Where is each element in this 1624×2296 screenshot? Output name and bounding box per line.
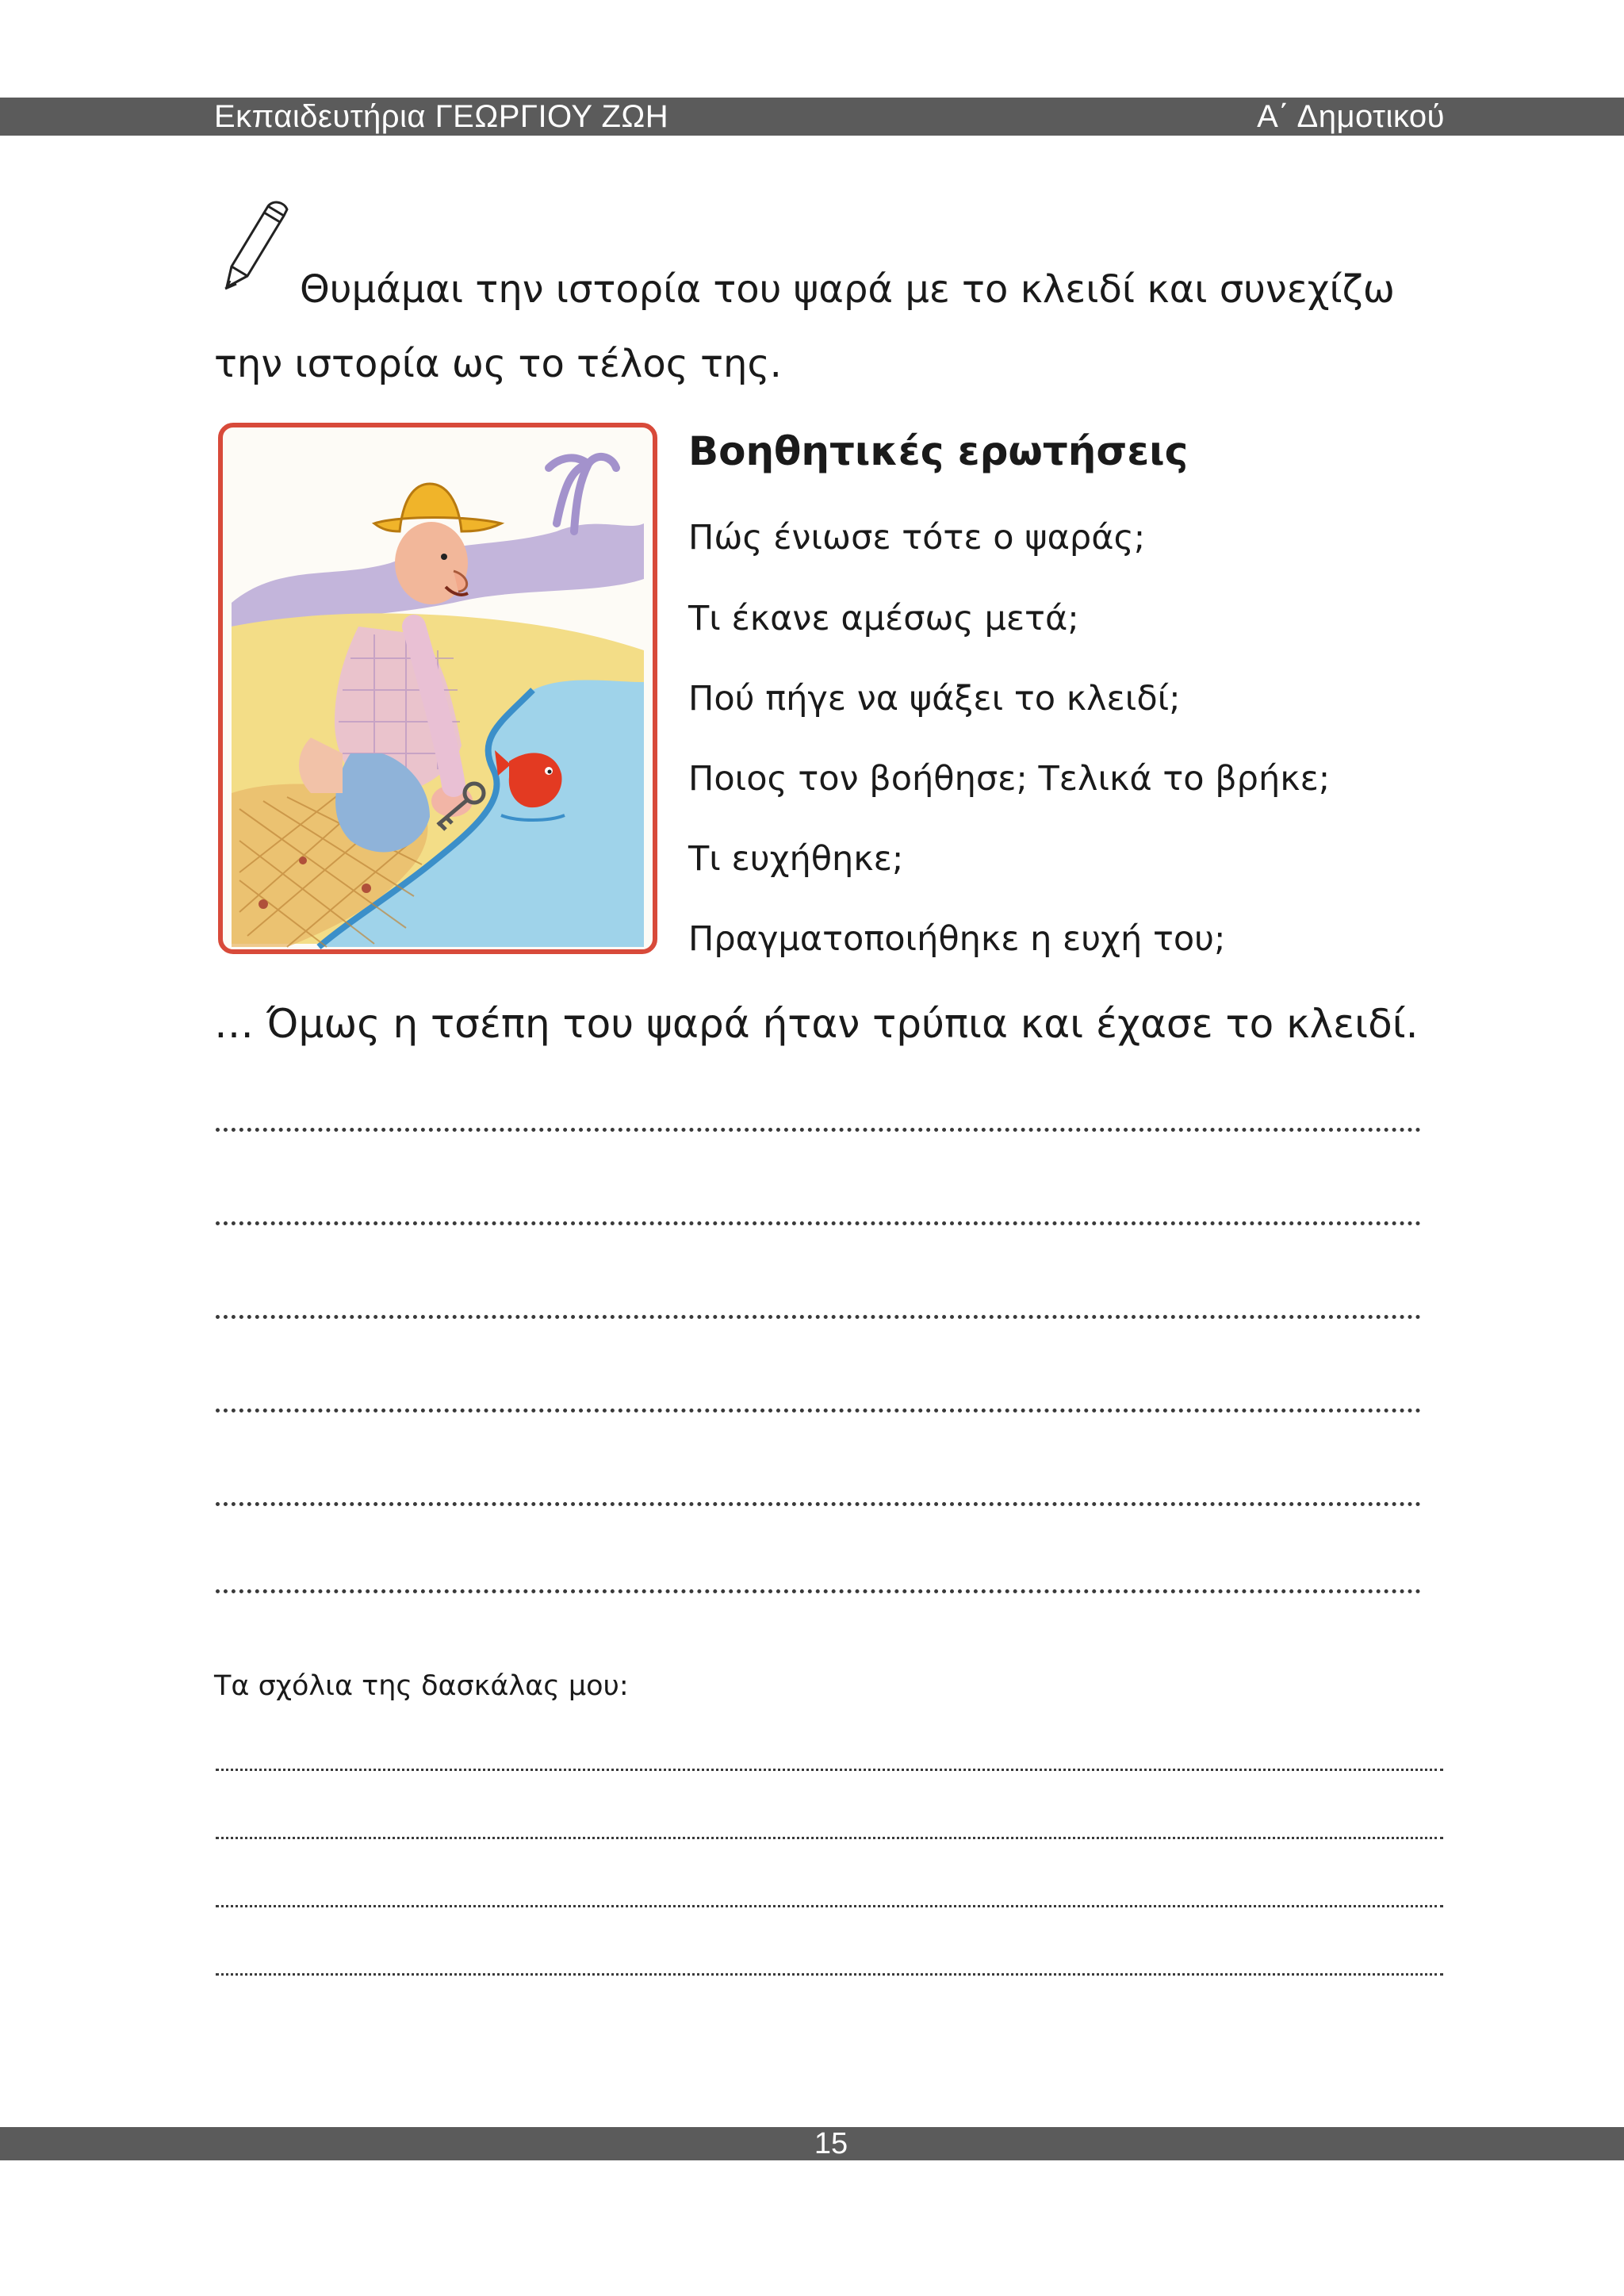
writing-line[interactable] [216,1589,1421,1593]
header-band [0,98,1624,136]
school-name: Εκπαιδευτήρια ΓΕΩΡΓΙΟΥ ΖΩΗ [214,99,669,134]
helper-questions-title: Βοηθητικές ερωτήσεις [688,428,1189,474]
question-item: Ποιος τον βοήθησε; Τελικά το βρήκε; [688,759,1331,799]
instruction-line-2: την ιστορία ως το τέλος της. [214,342,782,386]
question-item: Πώς ένιωσε τότε ο ψαράς; [688,518,1146,558]
footer-band [0,2127,1624,2160]
teacher-comments-label: Τα σχόλια της δασκάλας μου: [214,1670,629,1702]
question-item: Τι έκανε αμέσως μετά; [688,599,1079,638]
writing-line[interactable] [216,1315,1421,1319]
instruction-text [214,252,1435,401]
comment-line[interactable] [216,1769,1443,1771]
comment-line[interactable] [216,1905,1443,1907]
writing-line[interactable] [216,1409,1421,1412]
question-item: Πού πήγε να ψάξει το κλειδί; [688,679,1181,719]
comment-line[interactable] [216,1973,1443,1976]
comment-line[interactable] [216,1837,1443,1839]
page-number: 15 [814,2127,848,2160]
writing-line[interactable] [216,1221,1421,1225]
grade-label: Α΄ Δημοτικού [1257,99,1445,134]
question-item: Πραγματοποιήθηκε η ευχή του; [688,919,1226,959]
story-hook: … Όμως η τσέπη του ψαρά ήταν τρύπια και έχασε το κλειδί. [214,1001,1419,1047]
question-item: Τι ευχήθηκε; [688,839,904,879]
writing-line[interactable] [216,1502,1421,1506]
fisherman-illustration [216,420,660,956]
instruction-line-1: Θυμάμαι την ιστορία του ψαρά με το κλειδί και συνεχίζω [300,267,1395,312]
writing-line[interactable] [216,1128,1421,1132]
